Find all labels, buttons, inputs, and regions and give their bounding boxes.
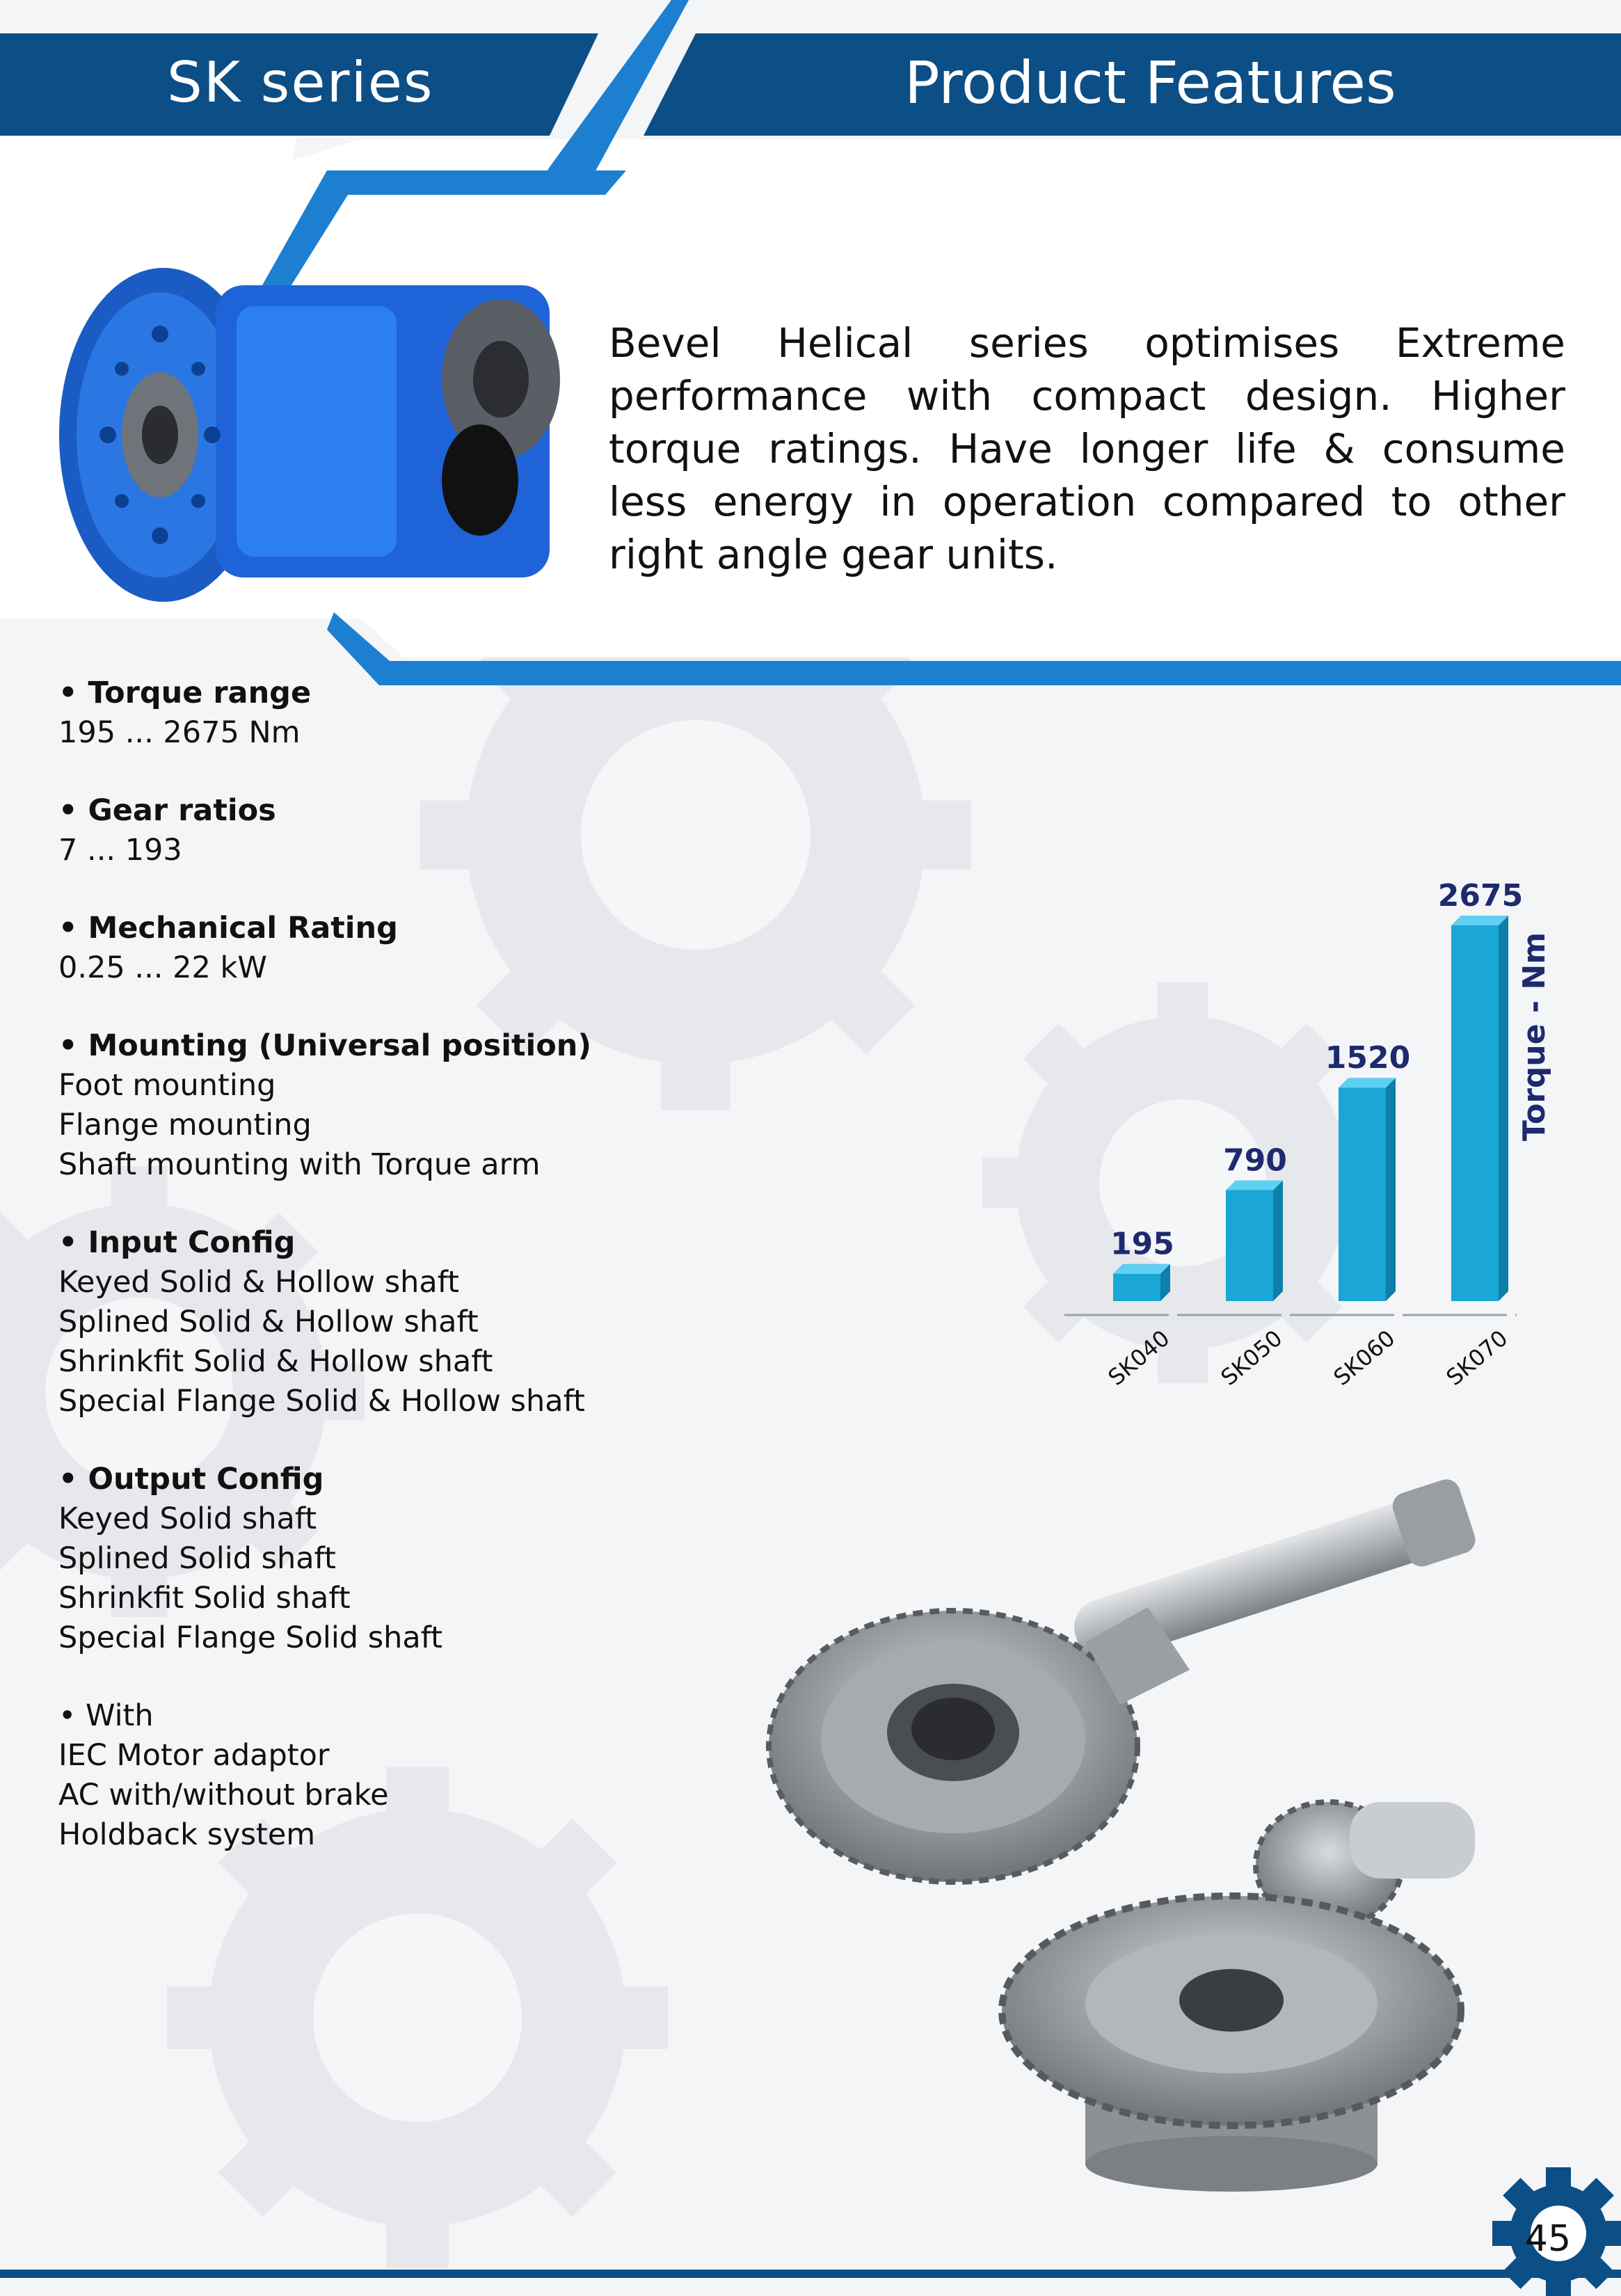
bar-top: [1113, 1264, 1170, 1274]
spec-line: Shrinkfit Solid & Hollow shaft: [58, 1344, 493, 1379]
bar-sk070: [1451, 916, 1508, 1301]
spec-heading: • Mounting (Universal position): [58, 1028, 592, 1063]
bar-value-label: 2675: [1437, 878, 1524, 914]
spec-group: [58, 1460, 685, 1658]
spec-group: [58, 673, 685, 753]
intro-paragraph: Bevel Helical series optimises Extreme performance with compact design. Higher torque ratings. Have longer life & consume less energy in operation compared to other right angle gear units.: [609, 319, 1565, 578]
spec-group: [58, 1026, 685, 1185]
bar-side: [1499, 916, 1508, 1301]
spec-line: Keyed Solid shaft: [58, 1501, 317, 1536]
spec-heading: • Input Config: [58, 1225, 296, 1260]
gearbox-image: [56, 257, 584, 619]
spec-line: Special Flange Solid & Hollow shaft: [58, 1384, 585, 1419]
bar-value-label: 195: [1110, 1226, 1174, 1262]
spec-heading: • With: [58, 1698, 154, 1733]
x-tick-label: SK060: [1328, 1325, 1400, 1392]
spec-line: AC with/without brake: [58, 1778, 389, 1812]
spec-line: Holdback system: [58, 1817, 316, 1852]
bar-side: [1273, 1181, 1283, 1301]
spec-line: Splined Solid shaft: [58, 1541, 336, 1576]
bar-top: [1451, 916, 1508, 925]
bar-sk050: [1226, 1181, 1283, 1301]
bar-value-label: 1520: [1325, 1040, 1411, 1076]
torque-chart: [1044, 856, 1600, 1412]
y-axis-label: Torque - Nm: [1517, 932, 1552, 1142]
spec-line: IEC Motor adaptor: [58, 1738, 330, 1773]
spec-line: Special Flange Solid shaft: [58, 1620, 443, 1655]
spec-line: Shaft mounting with Torque arm: [58, 1147, 541, 1182]
spec-line: Splined Solid & Hollow shaft: [58, 1305, 479, 1339]
spec-line: 7 ... 193: [58, 833, 182, 868]
spec-heading: • Gear ratios: [58, 793, 276, 828]
spec-line: Keyed Solid & Hollow shaft: [58, 1265, 459, 1300]
spec-group: [58, 791, 685, 870]
bar: [1226, 1190, 1273, 1301]
spec-list: [58, 673, 685, 1893]
bar-sk040: [1113, 1264, 1170, 1301]
bar: [1339, 1087, 1386, 1301]
x-tick-label: SK040: [1103, 1325, 1175, 1392]
spec-line: 0.25 ... 22 kW: [58, 950, 267, 985]
footer-line: [0, 2270, 1621, 2278]
spec-heading: • Torque range: [58, 676, 312, 710]
bar-value-label: 790: [1223, 1142, 1287, 1179]
spec-heading: • Output Config: [58, 1462, 324, 1497]
spec-group: [58, 909, 685, 988]
bar-side: [1386, 1078, 1396, 1301]
spec-group: [58, 1696, 685, 1855]
spec-line: 195 ... 2675 Nm: [58, 715, 301, 750]
spec-line: Foot mounting: [58, 1068, 276, 1103]
bar: [1451, 925, 1499, 1301]
page-title: Product Features: [904, 49, 1396, 117]
spec-heading: • Mechanical Rating: [58, 911, 398, 946]
bevel-gears-image: [758, 1475, 1538, 2192]
spec-group: [58, 1223, 685, 1421]
spec-line: Flange mounting: [58, 1108, 312, 1142]
page-number: 45: [1524, 2218, 1572, 2260]
bar-top: [1226, 1181, 1283, 1190]
bar-sk060: [1339, 1078, 1396, 1301]
x-tick-label: SK050: [1215, 1325, 1288, 1392]
x-tick-label: SK070: [1441, 1325, 1513, 1392]
series-title: SK series: [167, 50, 434, 115]
bar: [1113, 1274, 1160, 1301]
bar-top: [1339, 1078, 1396, 1087]
spec-line: Shrinkfit Solid shaft: [58, 1581, 351, 1616]
